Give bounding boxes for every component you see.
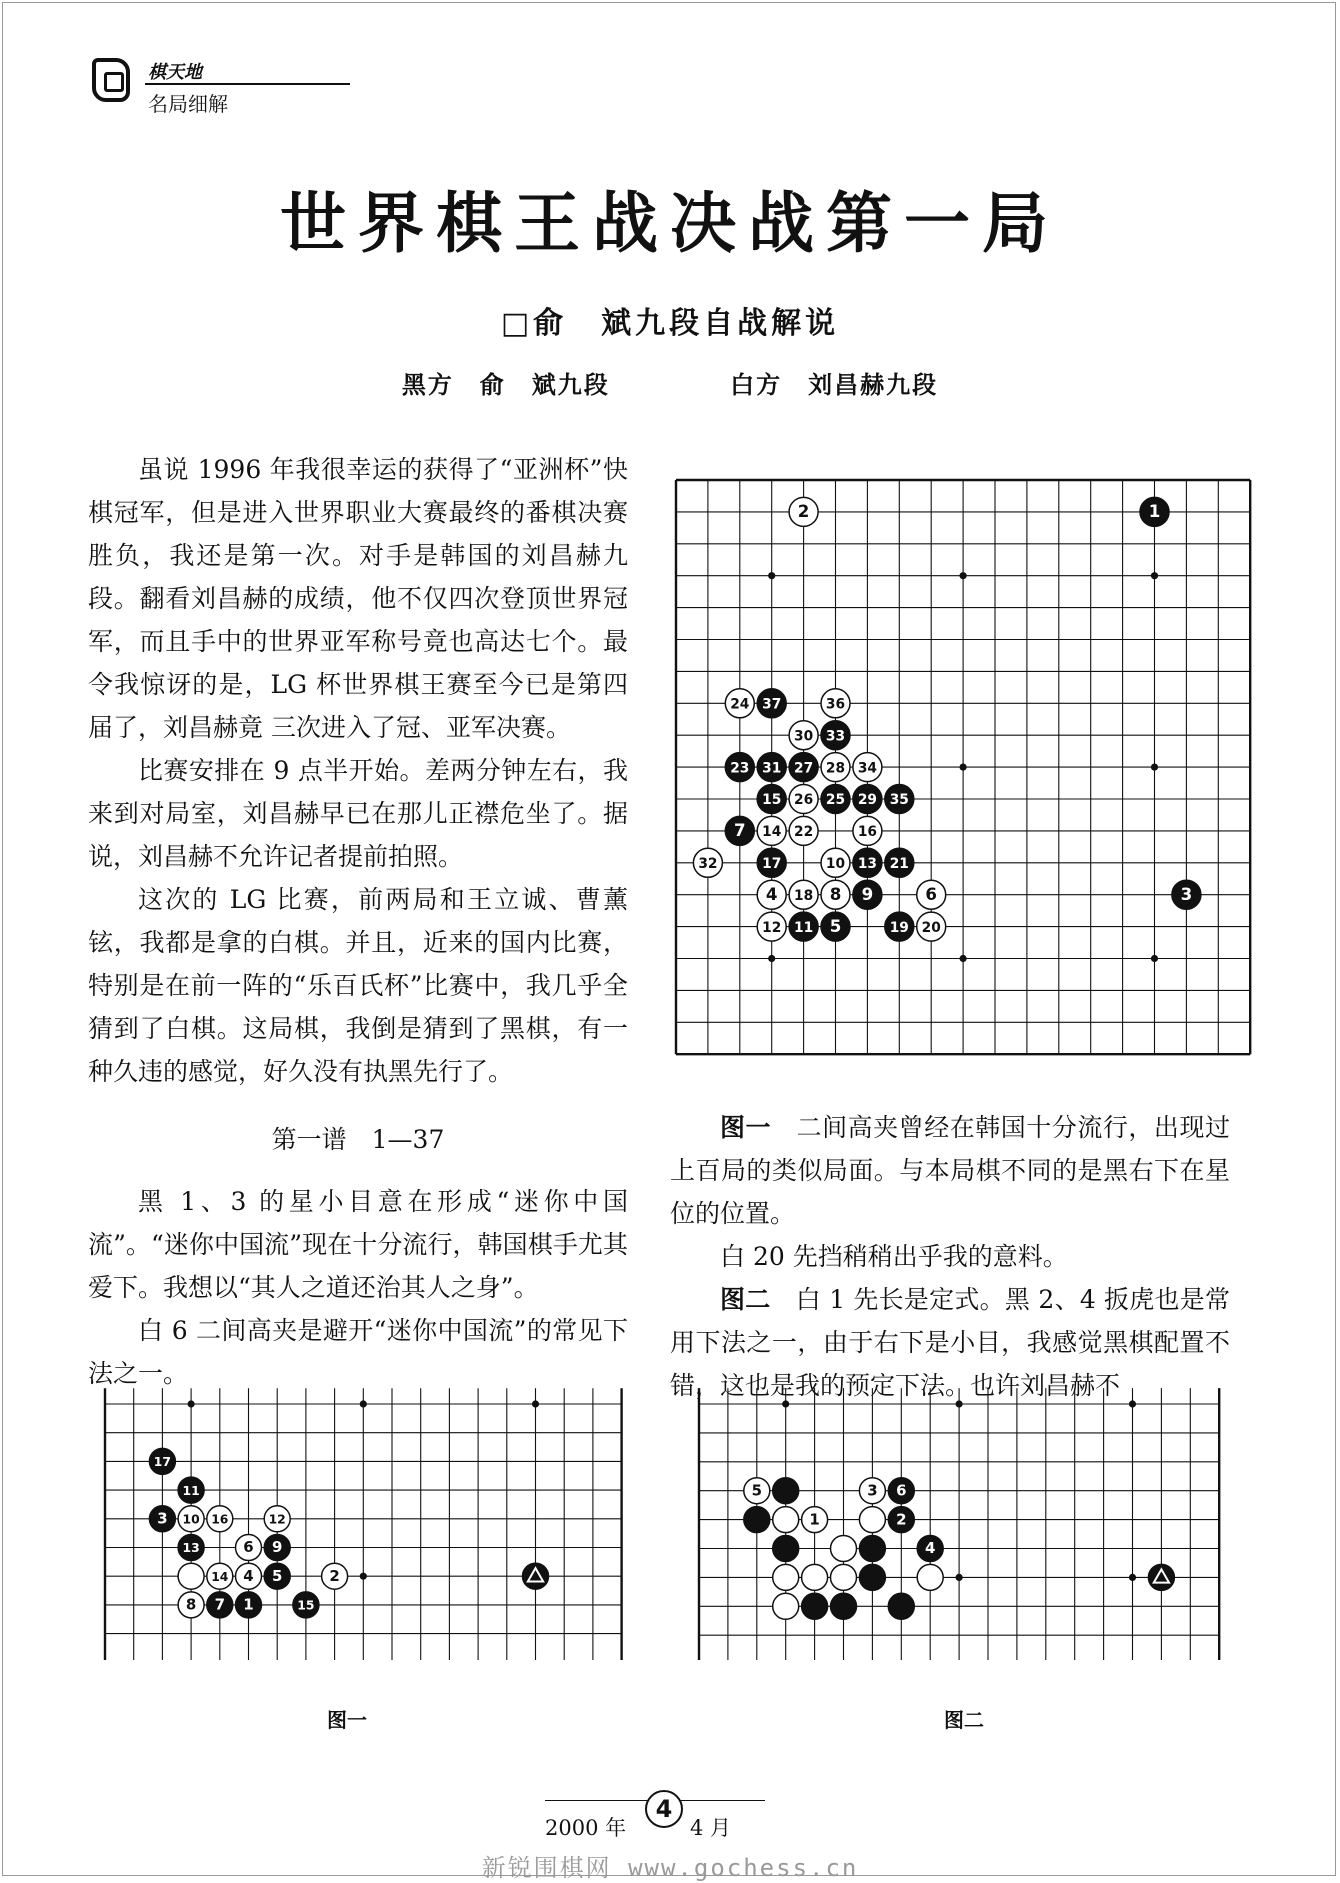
column-subtitle: 名局细解 [148,92,228,116]
section-text [88,1180,628,1395]
move-number: 25 [825,792,846,809]
white-stone [859,1507,885,1533]
paragraph [670,1106,1230,1235]
site-watermark: 新锐围棋网 www.gochess.cn [481,1854,859,1882]
move-number: 14 [211,1569,229,1584]
move-number: 2 [797,502,810,522]
players-line [0,365,1340,400]
caption-text: 白 20 先挡稍稍出乎我的意料。 [720,1242,1068,1271]
star-point [782,1400,789,1407]
star-point [956,1400,963,1407]
move-number: 15 [762,792,782,809]
figure2-board [694,1384,1228,1660]
paragraph: 比赛安排在 9 点半开始。差两分钟左右，我来到对局室，刘昌赫早已在那儿正襟危坐了。据说，刘昌赫不允许记者提前拍照。 [88,756,628,871]
column-name: 棋天地 [148,62,202,83]
move-number: 29 [857,792,877,809]
move-number: 10 [182,1512,200,1527]
star-point [1151,955,1158,962]
star-point [360,1400,367,1407]
white-stone [831,1564,857,1590]
move-number: 12 [762,919,782,936]
star-point [188,1400,195,1407]
move-number: 34 [857,760,877,777]
move-number: 10 [825,856,846,873]
move-number: 5 [751,1481,763,1500]
move-number: 2 [329,1566,340,1585]
move-number: 1 [1148,502,1161,522]
move-number: 6 [896,1481,907,1500]
move-number: 4 [765,884,778,904]
move-number: 16 [857,824,877,841]
move-number: 19 [889,919,909,936]
move-number: 11 [182,1483,200,1498]
white-stone [773,1507,799,1533]
paragraph: 黑 1、3 的星小目意在形成“迷你中国流”。“迷你中国流”现在十分流行，韩国棋手尤其爱下。我想以“其人之道还治其人之身”。 [88,1187,628,1302]
star-point [768,955,775,962]
move-number: 8 [185,1595,197,1614]
article-subtitle: □俞 斌九段自战解说 [500,306,840,341]
move-number: 18 [794,887,814,904]
move-number: 36 [825,696,846,713]
black-stone [802,1593,828,1619]
figure2-label: 图二 [944,1708,984,1732]
move-number: 32 [698,856,718,873]
black-stone [744,1507,770,1533]
black-player: 黑方 俞 斌九段 [401,371,610,399]
move-number: 3 [157,1509,168,1528]
black-stone [831,1593,857,1619]
move-number: 31 [762,760,782,777]
move-number: 15 [297,1598,315,1613]
star-point [1151,764,1158,771]
main-game-board [668,470,1260,1060]
move-number: 1 [243,1595,254,1614]
footer-year: 2000 年 [545,1816,627,1840]
black-stone [859,1536,885,1562]
star-point [1129,1400,1136,1407]
paragraph: 虽说 1996 年我很幸运的获得了“亚洲杯”快棋冠军，但是进入世界职业大赛最终的番棋决赛胜负，我还是第一次。对手是韩国的刘昌赫九段。翻看刘昌赫的成绩，他不仅四次登顶世界冠军，而且手中的世界亚军称号竟也高达七个。最令我惊讶的是，LG 杯世界棋王赛至今已是第四届了，刘昌赫竟 三次进入了冠、亚军决赛。 [88,455,628,742]
star-point [1129,1574,1136,1581]
white-stone [831,1536,857,1562]
move-number: 24 [730,696,750,713]
figure1-label: 图一 [327,1708,367,1732]
move-number: 23 [730,760,750,777]
section-heading: 第一谱 1—37 [271,1125,445,1154]
column-divider [145,83,350,85]
move-number: 35 [889,792,909,809]
star-point [1151,572,1158,579]
white-stone [773,1564,799,1590]
move-number: 5 [829,916,842,936]
move-number: 30 [794,728,814,745]
move-number: 21 [889,856,909,873]
star-point [768,572,775,579]
move-number: 13 [182,1541,200,1556]
move-number: 20 [921,919,941,936]
star-point [532,1400,539,1407]
move-number: 4 [243,1566,254,1585]
star-point [360,1573,367,1580]
move-number: 7 [214,1595,226,1614]
move-number: 37 [762,696,782,713]
move-number: 8 [829,884,842,904]
move-number: 6 [243,1538,254,1557]
page-number: 4 [645,1790,683,1828]
move-number: 14 [762,824,782,841]
move-number: 22 [794,824,814,841]
white-player: 白方 刘昌赫九段 [730,371,939,399]
move-number: 17 [762,856,782,873]
move-number: 1 [809,1510,820,1529]
move-number: 33 [825,728,846,745]
right-column-text [670,1106,1230,1407]
move-number: 17 [153,1455,171,1470]
move-number: 9 [861,884,874,904]
caption-lead: 图一 [720,1113,772,1142]
move-number: 13 [857,856,877,873]
white-stone [773,1593,799,1619]
caption-text: 白 1 先长是定式。黑 2、4 扳虎也是常用下法之一，由于右下是小目，我感觉黑棋配置不错，这也是我的预定下法。也许刘昌赫不 [670,1285,1230,1400]
move-number: 16 [211,1512,229,1527]
paragraph: 这次的 LG 比赛，前两局和王立诚、曹薰铉，我都是拿的白棋。并且，近来的国内比赛，特别是在前一阵的“乐百氏杯”比赛中，我几乎全猜到了白棋。这局棋，我倒是猜到了黑棋，有一种久违的感觉，好久没有执黑先行了。 [88,885,628,1086]
move-number: 12 [268,1512,286,1527]
black-stone [888,1593,914,1619]
move-number: 26 [794,792,814,809]
footer-month: 4 月 [690,1816,732,1840]
move-number: 6 [925,884,937,904]
paragraph [670,1235,1230,1278]
star-point [960,764,967,771]
star-point [960,955,967,962]
black-stone [773,1536,799,1562]
page-footer [545,1790,765,1840]
move-number: 2 [896,1510,907,1529]
white-stone [917,1564,943,1590]
move-number: 9 [271,1538,283,1557]
caption-lead: 图二 [720,1285,771,1314]
figure1-board [100,1384,630,1660]
move-number: 28 [825,760,846,777]
move-number: 5 [271,1566,283,1585]
magazine-logo [92,58,130,102]
star-point [956,1574,963,1581]
move-number: 4 [924,1539,936,1558]
caption-text: 二间高夹曾经在韩国十分流行，出现过上百局的类似局面。与本局棋不同的是黑右下在星位的位置。 [670,1113,1230,1228]
move-number: 7 [734,821,746,841]
move-number: 27 [794,760,814,777]
article-title: 世界棋王战决战第一局 [280,185,1060,262]
intro-text [88,448,628,1093]
black-stone [773,1478,799,1504]
star-point [960,572,967,579]
move-number: 11 [794,919,814,936]
move-number: 3 [1180,884,1193,904]
white-stone [178,1563,204,1589]
white-stone [802,1564,828,1590]
black-stone [859,1564,885,1590]
paragraph: 白 6 二间高夹是避开“迷你中国流”的常见下法之一。 [88,1316,628,1388]
move-number: 3 [867,1481,878,1500]
